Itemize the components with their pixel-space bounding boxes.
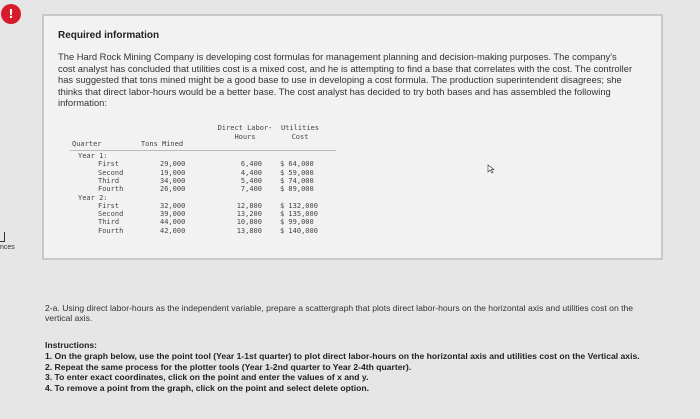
instruction-item: 2. Repeat the same process for the plotter tools (Year 1-2nd quarter to Year 2-4th quarter). [45,361,412,372]
table-row [70,185,340,193]
cell-utilities-cost: $ 64,000 [280,160,314,169]
instruction-item: 4. To remove a point from the graph, click on the point and select delete option. [45,383,370,394]
cell-tons-mined: 32,000 [160,201,186,210]
info-body: The Hard Rock Mining Company is developing cost formulas for management planning and decision-making purposes. The company's cost analyst has concluded that utilities cost is a mixed cost, and he is attempting to find a base that correlates with the cost. The controller has suggested that tons mined might be a good base to use in developing a cost formula. The production superintendent disagrees; she thinks that direct labor-hours would be a better base. The cost analyst has decided to try both bases and has assembled the following information: [58,51,633,109]
cell-tons-mined: 44,000 [160,218,186,227]
cell-direct-labor-hours: 13,200 [236,210,262,219]
instruction-item: 1. On the graph below, use the point tool (Year 1-1st quarter) to plot direct labor-hours on the horizontal axis and utilities cost on the Vertical axis. [45,350,640,361]
cell-utilities-cost: $ 135,000 [280,210,318,219]
cell-tons-mined: 34,000 [160,176,186,185]
cell-direct-labor-hours: 7,400 [240,185,262,194]
cell-tons-mined: 42,000 [160,226,186,235]
cell-quarter: Third [98,176,120,185]
cell-utilities-cost: $ 74,000 [280,176,314,185]
cell-tons-mined: 19,000 [160,168,186,177]
cell-utilities-cost: $ 99,000 [280,218,314,227]
info-title: Required information [58,30,160,41]
header-rule [70,150,336,151]
cell-direct-labor-hours: 4,400 [240,168,262,177]
header-direct-labor-hours: Direct Labor-Hours [217,124,273,141]
table-row [70,169,340,177]
cell-tons-mined: 39,000 [160,210,186,219]
required-information-panel [42,14,663,260]
cell-quarter: First [98,160,120,169]
cell-quarter: First [98,201,120,210]
instructions-block [45,340,675,394]
bracket-divider [0,232,5,242]
cell-tons-mined: 26,000 [160,185,186,194]
mouse-cursor-icon [487,164,497,174]
year-label: Year 1: [78,152,108,160]
table-row [70,210,340,218]
cell-utilities-cost: $ 89,000 [280,185,314,194]
question-2a-text: 2-a. Using direct labor-hours as the independent variable, prepare a scattergraph that plots direct labor-hours on the horizontal axis and utilities cost on the vertical axis. [45,303,634,323]
cell-direct-labor-hours: 6,400 [240,160,262,169]
cell-tons-mined: 29,000 [160,160,186,169]
year-label: Year 2: [78,193,108,202]
cell-utilities-cost: $ 140,000 [280,226,318,235]
cell-utilities-cost: $ 59,000 [280,168,314,177]
instruction-item: 3. To enter exact coordinates, click on the point and enter the values of x and y. [45,372,369,383]
cell-direct-labor-hours: 5,400 [240,176,262,185]
cell-quarter: Fourth [98,226,124,235]
instructions-heading: Instructions: [45,340,98,350]
cell-quarter: Second [98,210,124,219]
cell-direct-labor-hours: 12,800 [236,201,262,210]
header-tons-mined: Tons Mined [140,140,184,148]
header-quarter: Quarter [72,140,102,148]
cell-direct-labor-hours: 13,800 [236,226,262,235]
table-row [70,160,340,168]
table-row [70,218,340,226]
alert-icon[interactable]: ! [1,4,21,24]
cell-direct-labor-hours: 10,800 [236,218,262,227]
cell-quarter: Third [98,218,120,227]
table-row [70,202,340,210]
cell-quarter: Second [98,168,124,177]
table-row [70,227,340,235]
cell-quarter: Fourth [98,185,124,194]
left-edge-text: nces [0,244,15,251]
cell-utilities-cost: $ 132,000 [280,201,318,210]
header-utilities-cost: Utilities Cost [281,124,319,141]
table-row [70,177,340,185]
